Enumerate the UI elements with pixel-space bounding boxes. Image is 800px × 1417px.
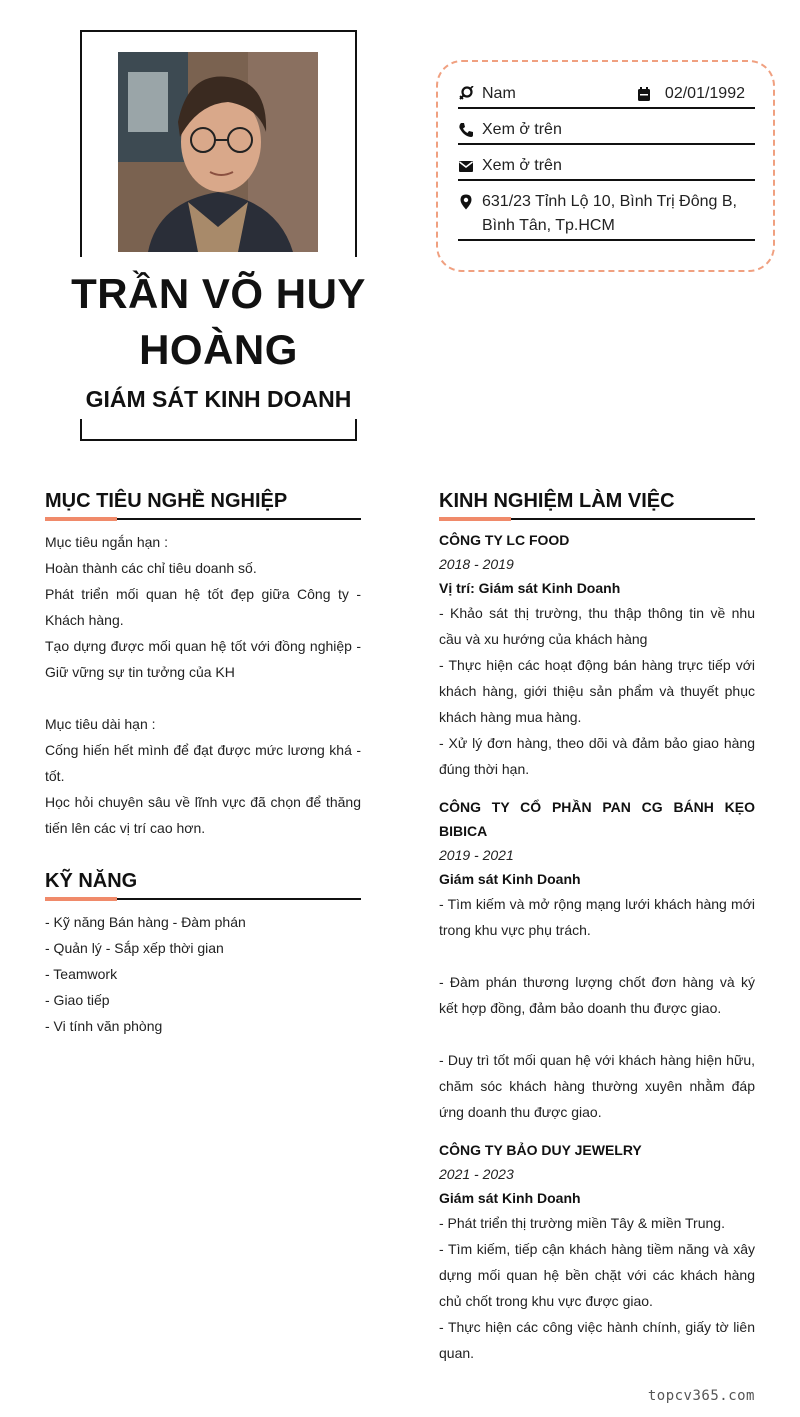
contact-row-gender-birthdate	[458, 82, 755, 109]
job-description-line: - Duy trì tốt mối quan hệ với khách hàng hiện hữu, chăm sóc khách hàng thường xuyên nhằm đáp ứng doanh thu được giao.	[439, 1052, 755, 1120]
objective-line: Mục tiêu dài hạn :	[45, 716, 156, 732]
email-icon	[458, 158, 474, 174]
job-position: Vị trí: Giám sát Kinh Doanh	[439, 580, 621, 596]
job-description-line	[439, 1021, 755, 1047]
skills-accent	[45, 897, 117, 901]
birthdate-value: 02/01/1992	[664, 85, 745, 102]
candidate-name: TRẦN VÕ HUY HOÀNG	[71, 270, 366, 373]
skill-item: - Quản lý - Sắp xếp thời gian	[45, 940, 224, 956]
location-icon	[458, 194, 474, 210]
experience-list	[439, 528, 755, 1366]
objective-text	[45, 529, 361, 841]
gender-value: Nam	[482, 85, 516, 102]
objective-line: Cống hiến hết mình để đạt được mức lương khá - tốt.	[45, 742, 361, 784]
contact-row-email	[458, 154, 755, 181]
watermark: topcv365.com	[647, 1388, 755, 1404]
skill-item: - Teamwork	[45, 966, 118, 982]
job-description-line: - Tìm kiếm, tiếp cận khách hàng tiềm năng và xây dựng mối quan hệ bền chặt với các khách hàng chủ chốt trong khu vực được giao.	[439, 1241, 755, 1309]
phone-value: Xem ở trên	[482, 121, 562, 138]
job-period: 2021 - 2023	[439, 1166, 514, 1182]
objective-accent	[45, 517, 117, 521]
skills-list	[45, 909, 361, 1039]
job-position: Giám sát Kinh Doanh	[439, 1190, 581, 1206]
email-value: Xem ở trên	[482, 157, 562, 174]
job-entry	[439, 528, 755, 782]
job-company: CÔNG TY LC FOOD	[439, 532, 570, 548]
skill-item: - Kỹ năng Bán hàng - Đàm phán	[45, 914, 246, 930]
job-entry	[439, 795, 755, 1125]
contact-row-address	[458, 190, 755, 241]
skill-item: - Giao tiếp	[45, 992, 110, 1008]
objective-line: Hoàn thành các chỉ tiêu doanh số.	[45, 560, 257, 576]
job-description-line: - Thực hiện các hoạt động bán hàng trực tiếp với khách hàng, giới thiệu sản phẩm và thuyết phục khách hàng mua hàng.	[439, 657, 755, 725]
skills-heading: KỸ NĂNG	[45, 870, 138, 892]
address-value: 631/23 Tỉnh Lộ 10, Bình Trị Đông B, Bình Tân, Tp.HCM	[482, 193, 737, 234]
job-description-line: - Phát triển thị trường miền Tây & miền Trung.	[439, 1215, 725, 1231]
job-company: CÔNG TY BẢO DUY JEWELRY	[439, 1142, 642, 1158]
job-description-line: - Đàm phán thương lượng chốt đơn hàng và ký kết hợp đồng, đảm bảo doanh thu được giao.	[439, 974, 755, 1016]
objective-heading: MỤC TIÊU NGHỀ NGHIỆP	[45, 490, 288, 512]
profile-photo	[118, 52, 318, 252]
job-position: Giám sát Kinh Doanh	[439, 871, 581, 887]
objective-line: Phát triển mối quan hệ tốt đẹp giữa Công ty - Khách hàng.	[45, 586, 361, 628]
objective-line	[45, 685, 361, 711]
job-title: GIÁM SÁT KINH DOANH	[85, 386, 352, 412]
objective-line: Học hỏi chuyên sâu về lĩnh vực đã chọn để thăng tiến lên các vị trí cao hơn.	[45, 794, 361, 836]
contact-box	[436, 60, 775, 272]
phone-icon	[458, 122, 474, 138]
skill-item: - Vi tính văn phòng	[45, 1018, 163, 1034]
job-period: 2019 - 2021	[439, 847, 514, 863]
experience-accent	[439, 517, 511, 521]
experience-heading: KINH NGHIỆM LÀM VIỆC	[439, 490, 675, 512]
objective-line: Mục tiêu ngắn hạn :	[45, 534, 168, 550]
job-description-line: - Thực hiện các công việc hành chính, giấy tờ liên quan.	[439, 1319, 755, 1361]
contact-row-phone	[458, 118, 755, 145]
job-company: CÔNG TY CỔ PHẦN PAN CG BÁNH KẸO BIBICA	[439, 799, 755, 839]
job-description-line: - Khảo sát thị trường, thu thập thông tin về nhu cầu và xu hướng của khách hàng	[439, 605, 755, 647]
job-description-line	[439, 943, 755, 969]
job-description-line: - Tìm kiếm và mở rộng mạng lưới khách hàng mới trong khu vực phụ trách.	[439, 896, 755, 938]
job-period: 2018 - 2019	[439, 556, 514, 572]
objective-line: Tạo dựng được mối quan hệ tốt với đồng nghiệp - Giữ vững sự tin tưởng của KH	[45, 638, 361, 680]
job-description-line: - Xử lý đơn hàng, theo dõi và đảm bảo giao hàng đúng thời hạn.	[439, 735, 755, 777]
gender-icon	[458, 86, 474, 102]
calendar-icon	[636, 86, 652, 102]
job-entry	[439, 1138, 755, 1366]
